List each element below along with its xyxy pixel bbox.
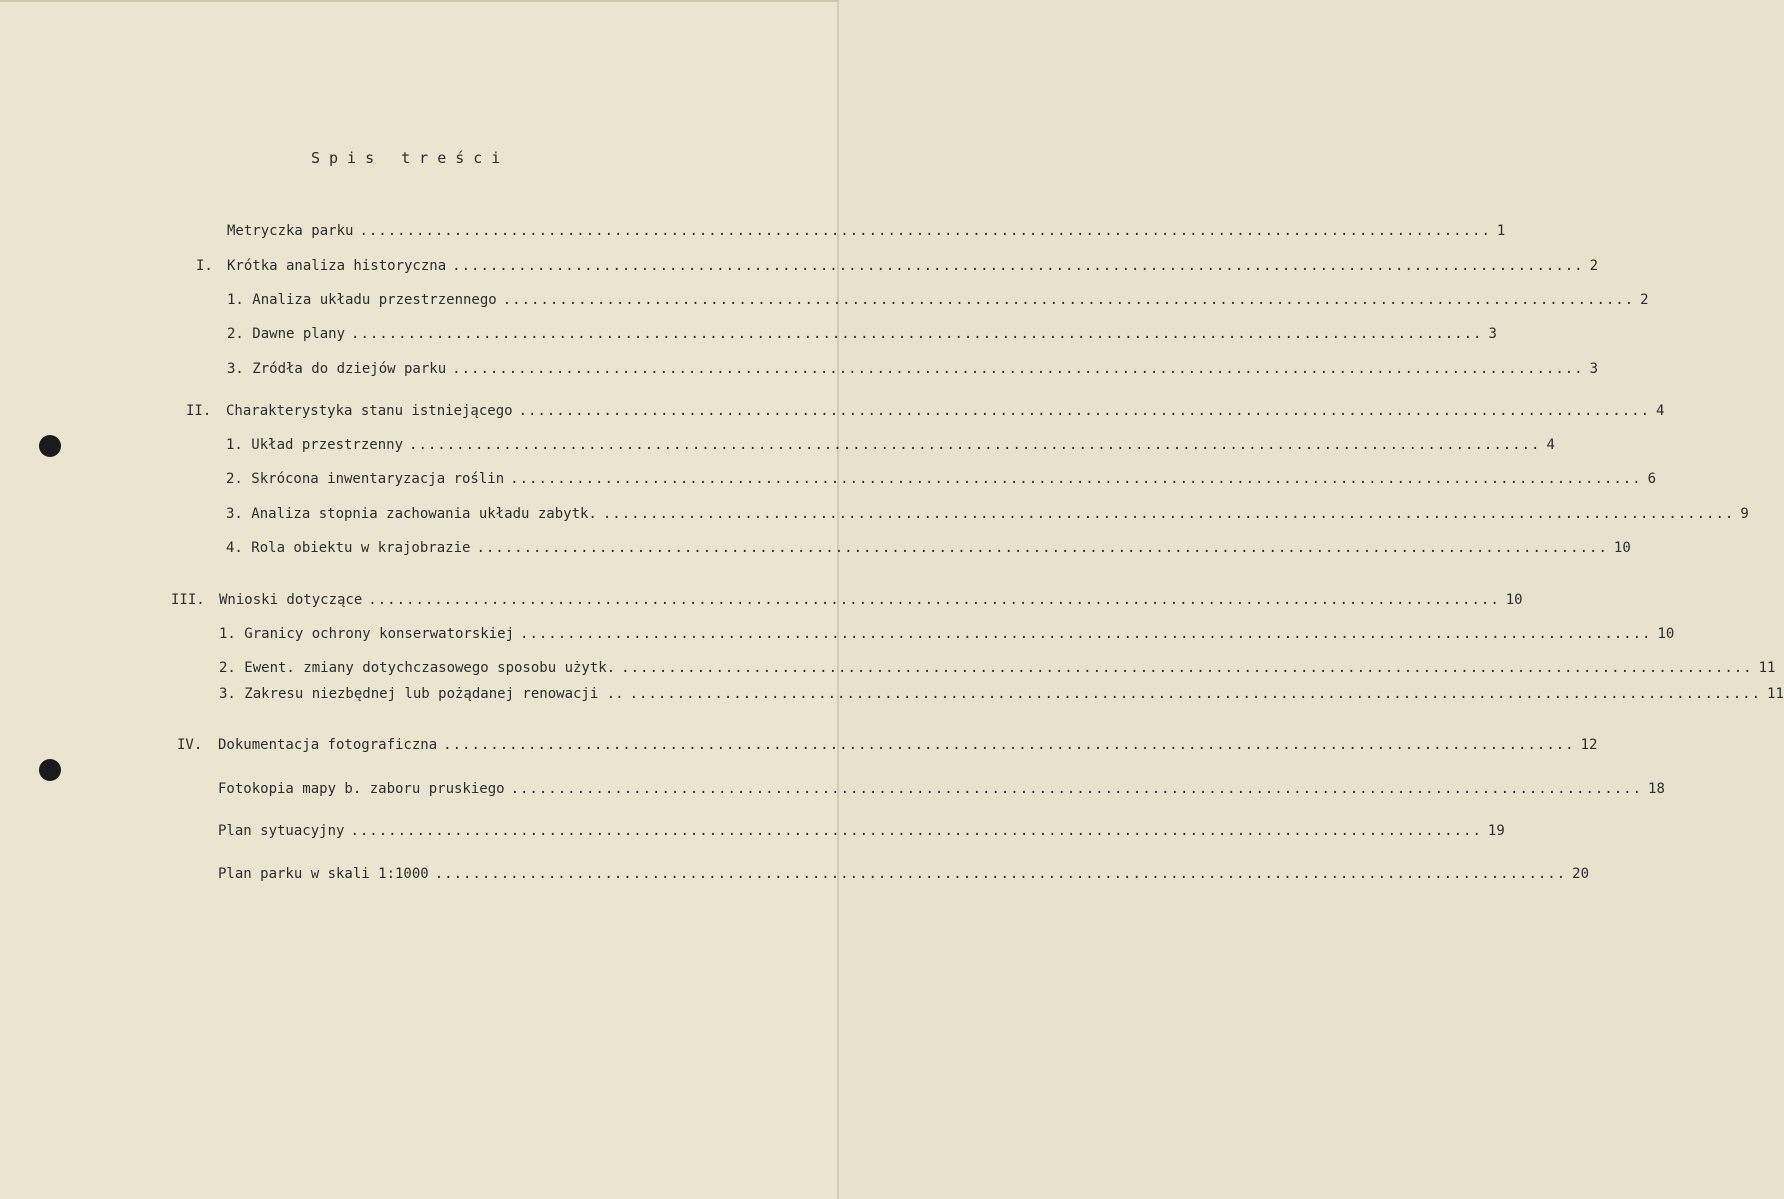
toc-entry: [177, 779, 1665, 799]
toc-entry-label: Metryczka parku: [227, 223, 354, 239]
toc-entry-label: 3. Zakresu niezbędnej lub pożądanej renowacji ..: [219, 686, 624, 702]
toc-dot-leader: ........................................................................................................................: [359, 223, 1491, 239]
toc-dot-leader: ........................................................................................................................: [476, 540, 1608, 556]
toc-dot-leader: ........................................................................................................................: [443, 737, 1575, 753]
toc-entry-label: 1. Granicy ochrony konserwatorskiej: [219, 626, 515, 642]
toc-entry-page: 19: [1487, 823, 1505, 839]
toc-entry: [186, 538, 1631, 558]
toc-entry: [186, 435, 1555, 455]
toc-entry-page: 11: [1758, 660, 1776, 676]
toc-entry: [165, 221, 1506, 241]
toc-entry-label: 1. Analiza układu przestrzennego: [227, 292, 497, 308]
toc-entry: [196, 290, 1649, 310]
toc-dot-leader: ........................................................................................................................: [350, 823, 1482, 839]
toc-entry-number: III.: [171, 592, 205, 608]
toc-dot-leader: ........................................................................................................................: [629, 686, 1762, 702]
toc-entry-label: 3. Zródła do dziejów parku: [227, 361, 447, 377]
toc-entry: [171, 624, 1675, 644]
toc-entry-page: 4: [1546, 437, 1555, 453]
toc-entry-page: 6: [1647, 471, 1657, 487]
toc-entry: [177, 821, 1505, 841]
toc-entry-page: 10: [1505, 592, 1523, 608]
toc-entry: [196, 256, 1599, 276]
page-title: Spis treści: [311, 149, 510, 167]
toc-dot-leader: ........................................................................................................................: [621, 660, 1753, 676]
toc-dot-leader: ........................................................................................................................: [520, 626, 1652, 642]
toc-entry-page: 10: [1613, 540, 1631, 556]
toc-dot-leader: ........................................................................................................................: [452, 258, 1584, 274]
toc-entry: [171, 658, 1776, 678]
toc-entry-label: 2. Skrócona inwentaryzacja roślin: [226, 471, 505, 487]
toc-entry-page: 12: [1580, 737, 1598, 753]
toc-entry-page: 1: [1496, 223, 1506, 239]
toc-dot-leader: ........................................................................................................................: [502, 292, 1635, 308]
toc-entry-page: 18: [1648, 781, 1665, 797]
toc-entry-page: 3: [1488, 326, 1497, 342]
toc-entry-page: 10: [1657, 626, 1675, 642]
toc-entry-number: I.: [196, 258, 213, 274]
toc-dot-leader: ........................................................................................................................: [351, 326, 1483, 342]
toc-entry-number: II.: [186, 403, 212, 419]
toc-entry: [186, 469, 1657, 489]
punch-hole: [39, 435, 61, 457]
toc-entry-label: Wnioski dotyczące: [219, 592, 363, 608]
toc-entry-label: 1. Układ przestrzenny: [226, 437, 404, 453]
toc-entry-number: IV.: [177, 737, 203, 753]
toc-entry-page: 2: [1640, 292, 1649, 308]
toc-dot-leader: ........................................................................................................................: [510, 471, 1642, 487]
toc-entry-page: 3: [1589, 361, 1599, 377]
punch-hole: [39, 759, 61, 781]
toc-entry-page: 2: [1589, 258, 1599, 274]
toc-entry: [196, 324, 1497, 344]
toc-entry-label: Dokumentacja fotograficzna: [218, 737, 438, 753]
toc-entry-label: Krótka analiza historyczna: [227, 258, 447, 274]
toc-entry-page: 20: [1572, 866, 1590, 882]
toc-entry: [186, 401, 1665, 421]
toc-entry-label: Charakterystyka stanu istniejącego: [226, 403, 513, 419]
toc-entry: [177, 864, 1590, 884]
toc-entry-label: Plan parku w skali 1:1000: [218, 866, 429, 882]
toc-entry-page: 9: [1740, 506, 1749, 522]
toc-entry: [186, 504, 1749, 524]
toc-dot-leader: ........................................................................................................................: [409, 437, 1541, 453]
toc-entry-label: Plan sytuacyjny: [218, 823, 345, 839]
toc-entry-label: 3. Analiza stopnia zachowania układu zabytk.: [226, 506, 597, 522]
toc-entry: [177, 735, 1598, 755]
toc-entry-page: 4: [1656, 403, 1665, 419]
toc-dot-leader: ........................................................................................................................: [434, 866, 1567, 882]
toc-entry-label: 4. Rola obiektu w krajobrazie: [226, 540, 471, 556]
toc-entry-label: 2. Ewent. zmiany dotychczasowego sposobu użytk.: [219, 660, 616, 676]
toc-dot-leader: ........................................................................................................................: [368, 592, 1500, 608]
toc-entry-label: Fotokopia mapy b. zaboru pruskiego: [218, 781, 505, 797]
toc-entry: [196, 359, 1599, 379]
toc-dot-leader: ........................................................................................................................: [452, 361, 1584, 377]
toc-entry-page: 11: [1767, 686, 1784, 702]
toc-entry-label: 2. Dawne plany: [227, 326, 346, 342]
toc-entry: [171, 590, 1523, 610]
toc-dot-leader: ........................................................................................................................: [518, 403, 1651, 419]
toc-entry: [171, 684, 1784, 704]
toc-dot-leader: ........................................................................................................................: [510, 781, 1643, 797]
toc-dot-leader: ........................................................................................................................: [602, 506, 1735, 522]
